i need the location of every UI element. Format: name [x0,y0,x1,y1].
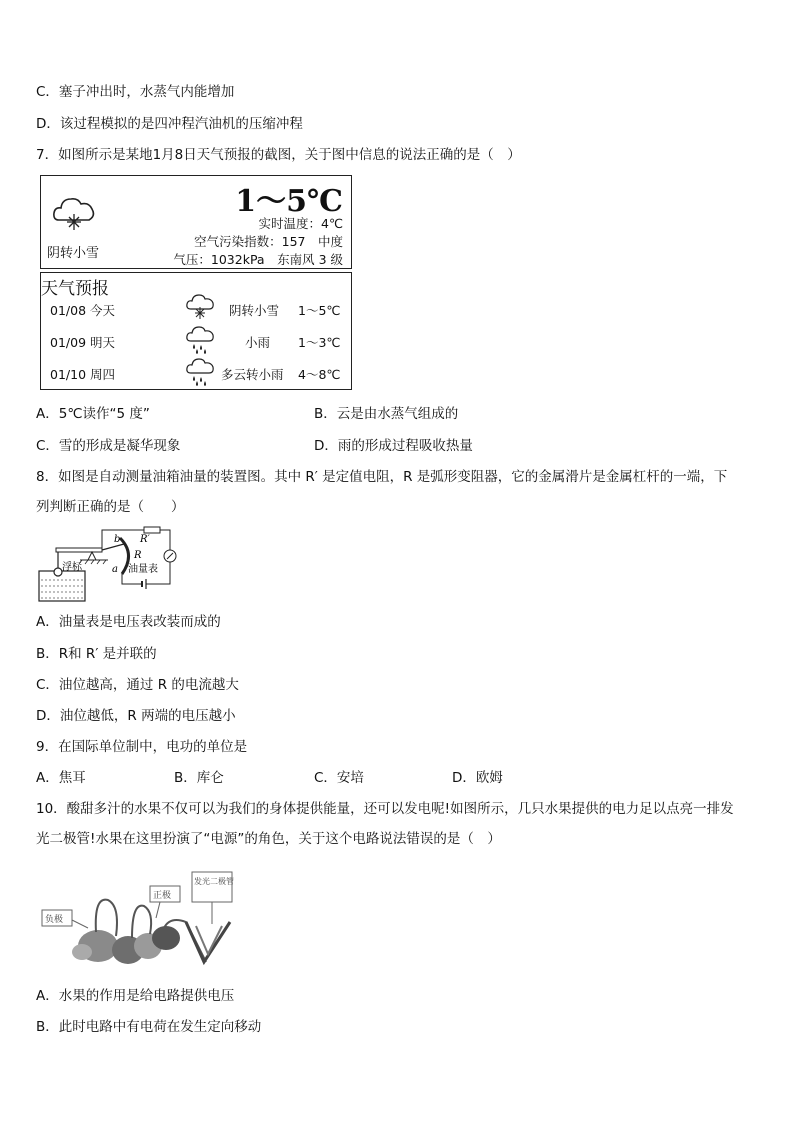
q9-option-c: C．安培 [314,770,364,786]
label-negative: 负极 [45,915,64,925]
q7-stem: 7．如图所示是某地1月8日天气预报的截图，关于图中信息的说法正确的是（ ） [36,147,521,163]
q10-option-a: A．水果的作用是给电路提供电压 [36,988,235,1004]
label-r-prime: R′ [140,534,150,545]
forecast-temp: 4～8℃ [298,367,341,382]
q8-option-c: C．油位越高，通过 R 的电流越大 [36,677,239,693]
q7-option-c: C．雪的形成是凝华现象 [36,438,181,454]
rain-cloud-icon [185,357,215,387]
label-r: R [134,550,142,561]
forecast-temp: 1～5℃ [298,303,341,318]
q8-option-d: D．油位越低，R 两端的电压越小 [36,708,236,724]
weather-realtime-temp: 实时温度：4℃ [258,216,343,231]
q9-option-a: A．焦耳 [36,770,86,786]
forecast-row [41,297,351,323]
weather-temp-range: 1～5℃ [235,184,343,219]
q7-option-b: B．云是由水蒸气组成的 [314,406,459,422]
q8-stem-line-2: 列判断正确的是（ ） [36,499,185,515]
rain-cloud-icon [185,325,215,355]
label-b: b [114,534,121,545]
q8-option-a: A．油量表是电压表改装而成的 [36,614,221,630]
fruit-battery-figure [36,866,240,972]
snow-cloud-icon [51,192,97,234]
snow-cloud-icon [185,293,215,323]
q10-stem-line-1: 10．酸甜多汁的水果不仅可以为我们的身体提供能量，还可以发电呢!如图所示，几只水果提供的电力足以点亮一排发 [36,801,734,817]
forecast-row [41,361,351,387]
weather-condition: 阴转小雪 [47,246,100,261]
forecast-desc: 小雨 [245,335,271,350]
forecast-desc: 阴转小雪 [229,303,280,318]
weather-aqi: 空气污染指数：157 中度 [194,234,343,249]
oil-gauge-circuit-diagram [36,522,186,604]
q8-option-b: B．R和 R′ 是并联的 [36,646,157,662]
label-float: 浮标 [62,562,82,573]
label-led: 发光二极管 [194,877,234,886]
forecast-date: 01/08 今天 [50,303,115,318]
q6-option-d: D．该过程模拟的是四冲程汽油机的压缩冲程 [36,116,303,132]
q7-option-d: D．雨的形成过程吸收热量 [314,438,473,454]
forecast-date: 01/09 明天 [50,335,115,350]
q10-option-b: B．此时电路中有电荷在发生定向移动 [36,1019,262,1035]
forecast-temp: 1～3℃ [298,335,341,350]
label-oil-meter: 油量表 [128,564,158,575]
label-positive: 正极 [153,891,172,901]
weather-forecast-panel [40,272,352,390]
q8-stem-line-1: 8．如图是自动测量油箱油量的装置图。其中 R′ 是定值电阻，R 是弧形变阻器，它的金属滑片是金属杠杆的一端，下 [36,469,728,485]
q9-option-b: B．库仑 [174,770,224,786]
forecast-title: 天气预报 [41,279,109,299]
q7-option-a: A．5℃读作“5 度” [36,406,150,422]
weather-current-panel [40,175,352,269]
forecast-desc: 多云转小雨 [221,367,284,382]
weather-pressure-wind: 气压：1032kPa 东南风 3 级 [173,252,343,267]
forecast-row [41,329,351,355]
forecast-date: 01/10 周四 [50,367,115,382]
q6-option-c: C．塞子冲出时，水蒸气内能增加 [36,84,235,100]
label-a: a [112,564,118,575]
q9-stem: 9．在国际单位制中，电功的单位是 [36,739,248,755]
q9-option-d: D．欧姆 [452,770,503,786]
q10-stem-line-2: 光二极管!水果在这里扮演了“电源”的角色，关于这个电路说法错误的是（ ） [36,831,501,847]
